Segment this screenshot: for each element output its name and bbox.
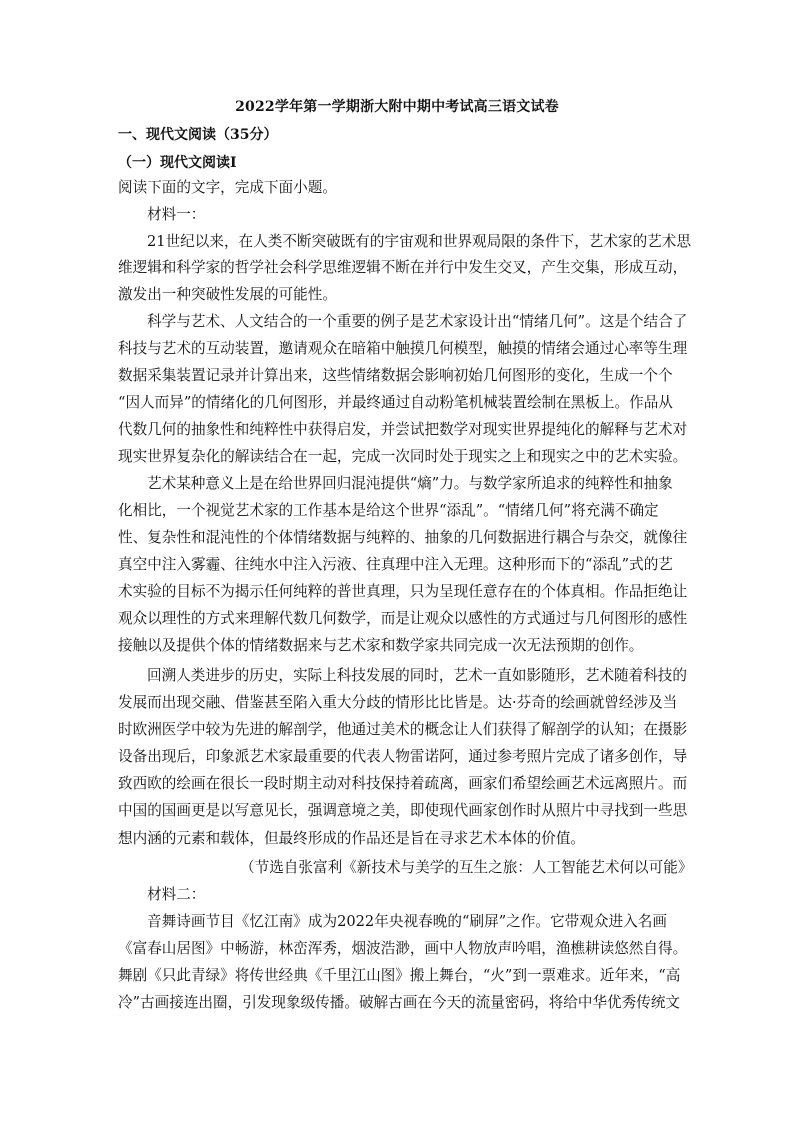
- paragraph-line: 想内涵的元素和载体，但最终形成的作品还是旨在寻求艺术本体的价值。: [118, 830, 586, 847]
- paragraph-line: 时欧洲医学中较为先进的解剖学，他通过美术的概念让人们获得了解剖学的认知；在摄影: [118, 721, 688, 738]
- paragraph-line: 化相比，一个视觉艺术家的工作基本是给这个世界“添乱”。“情绪几何”将充满不确定: [118, 502, 659, 519]
- paragraph-line: 维逻辑和科学家的哲学社会科学思维逻辑不断在并行中发生交叉，产生交集，形成互动，: [118, 259, 688, 276]
- paragraph-line: 真空中注入雾霾、往纯水中注入污液、往真理中注入无理。这种形而下的“添乱”式的艺: [118, 556, 673, 573]
- paragraph-line: 现实世界复杂化的解读结合在一起，完成一次同时处于现实之上和现实之中的艺术实验。: [118, 448, 688, 465]
- paragraph-line: 数据采集装置记录并计算出来，这些情绪数据会影响初始几何图形的变化，生成一个个: [118, 367, 673, 384]
- paragraph-line: “因人而异”的情绪化的几何图形，并最终通过自动粉笔机械装置绘制在黑板上。作品从: [118, 394, 673, 411]
- section-heading: 一、现代文阅读（35分）: [118, 127, 278, 143]
- paragraph-line: 术实验的目标不为揭示任何纯粹的普世真理，只为呈现任意存在的个体真相。作品拒绝让: [118, 583, 688, 600]
- paragraph-line: 回溯人类进步的历史，实际上科技发展的同时，艺术一直如影随形，艺术随着科技的: [147, 667, 687, 684]
- paragraph-line: 《富春山居图》中畅游，林峦浑秀，烟波浩渺，画中人物放声吟唱，渔樵耕读悠然自得。: [118, 940, 688, 957]
- paragraph-line: 科技与艺术的互动装置，邀请观众在暗箱中触摸几何模型，触摸的情绪会通过心率等生理: [118, 340, 688, 357]
- paragraph-line: 激发出一种突破性发展的可能性。: [118, 286, 337, 303]
- exam-title: 2022学年第一学期浙大附中期中考试高三语文试卷: [235, 99, 559, 115]
- material-1-source: （节选自张富利《新技术与美学的互生之旅：人工智能艺术何以可能》: [240, 859, 693, 876]
- material-1-label: 材料一：: [147, 206, 206, 223]
- paragraph-line: 设备出现后，印象派艺术家最重要的代表人物雷诺阿，通过参考照片完成了诸多创作，导: [118, 748, 688, 765]
- paragraph-line: 代数几何的抽象性和纯粹性中获得启发，并尝试把数学对现实世界提纯化的解释与艺术对: [118, 421, 688, 438]
- paragraph-line: 观众以理性的方式来理解代数几何数学，而是让观众以感性的方式通过与几何图形的感性: [118, 610, 688, 627]
- paragraph-line: 发展而出现交融、借鉴甚至陷入重大分歧的情形比比皆是。达·芬奇的绘画就曾经涉及当: [118, 694, 678, 711]
- material-2-label: 材料二：: [147, 886, 206, 903]
- paragraph-line: 舞剧《只此青绿》将传世经典《千里江山图》搬上舞台，“火”到一票难求。近年来，“高: [118, 967, 681, 984]
- paragraph-line: 科学与艺术、人文结合的一个重要的例子是艺术家设计出“情绪几何”。这是个结合了: [147, 313, 688, 330]
- paragraph-line: 艺术某种意义上是在给世界回归混沌提供“熵”力。与数学家所追求的纯粹性和抽象: [147, 475, 673, 492]
- paragraph-line: 致西欧的绘画在很长一段时期主动对科技保持着疏离，画家们希望绘画艺术远离照片。而: [118, 775, 688, 792]
- paragraph-line: 音舞诗画节目《忆江南》成为2022年央视春晚的“刷屏”之作。它带观众进入名画: [147, 913, 667, 930]
- paragraph-line: 中国的国画更是以写意见长，强调意境之美，即使现代画家创作时从照片中寻找到一些思: [118, 802, 688, 819]
- paragraph-line: 冷”古画接连出圈，引发现象级传播。破解古画在今天的流量密码，将给中华优秀传统文: [118, 994, 681, 1011]
- paragraph-line: 性、复杂性和混沌性的个体情绪数据与纯粹的、抽象的几何数据进行耦合与杂交，就像往: [118, 529, 688, 546]
- instruction-text: 阅读下面的文字，完成下面小题。: [118, 179, 337, 196]
- paragraph-line: 21世纪以来，在人类不断突破既有的宇宙观和世界观局限的条件下，艺术家的艺术思: [147, 233, 691, 250]
- subsection-heading: （一）现代文阅读Ⅰ: [118, 155, 237, 171]
- paragraph-line: 接触以及提供个体的情绪数据来与艺术家和数学家共同完成一次无法预期的创作。: [118, 637, 644, 654]
